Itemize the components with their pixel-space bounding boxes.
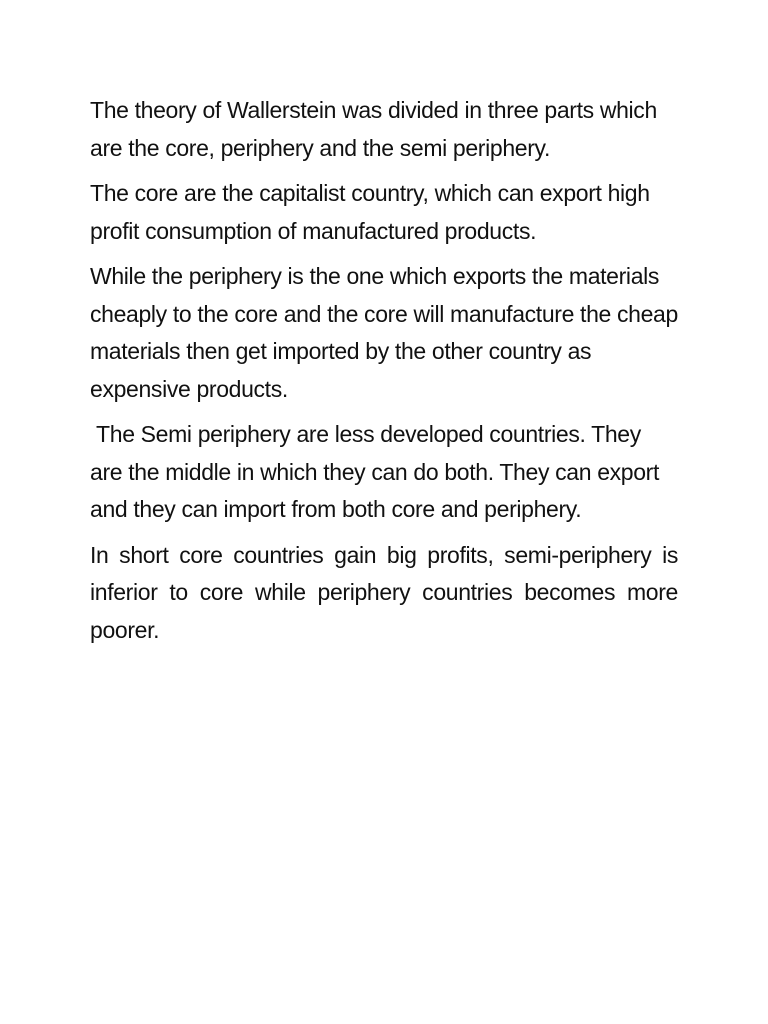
paragraph-semi-periphery-definition: The Semi periphery are less developed countries. They are the middle in which they can do both. They can export and they can import from both core and periphery. bbox=[90, 421, 666, 522]
paragraph-wallerstein-theory: The theory of Wallerstein was divided in three parts which are the core, periphery and the semi periphery. bbox=[90, 97, 657, 161]
paragraph-periphery-definition: While the periphery is the one which exports the materials cheaply to the core and the core will manufacture the cheap materials then get imported by the other country as expensive products. bbox=[90, 263, 678, 402]
paragraph-core-definition: The core are the capitalist country, which can export high profit consumption of manufactured products. bbox=[90, 180, 650, 244]
paragraph-summary: In short core countries gain big profits, semi-periphery is inferior to core while periphery countries becomes more poorer. bbox=[90, 541, 678, 643]
document-page bbox=[90, 92, 678, 657]
